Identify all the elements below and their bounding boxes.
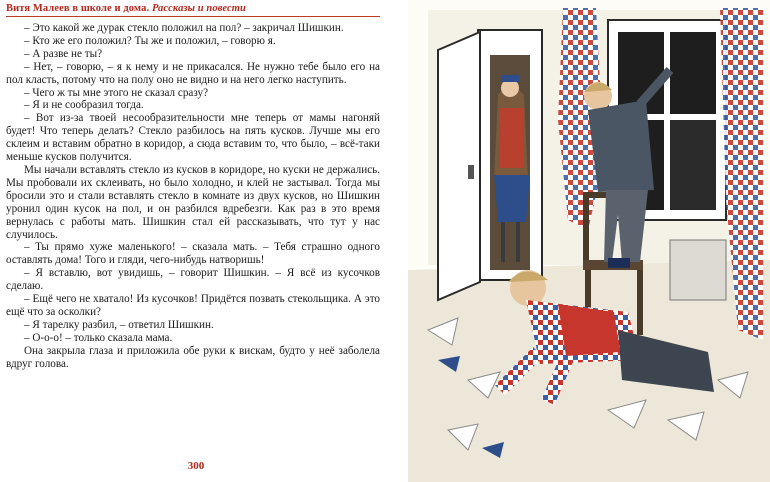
paragraph: Она закрыла глаза и приложила обе руки к вискам, будто у неё заболела вдруг голова. xyxy=(6,344,380,370)
paragraph: – Я вставлю, вот увидишь, – говорит Шишкин. – Я всё из кусочков сделаю. xyxy=(6,267,380,293)
body-text xyxy=(6,22,380,370)
paragraph: – О-о-о! – только сказала мама. xyxy=(24,331,173,344)
paragraph: – Ещё чего не хватало! Из кусочков! Придётся позвать стекольщика. А это ещё что за осколки? xyxy=(6,293,380,318)
paragraph: Мы начали вставлять стекло из кусков в коридоре, но куски не держались. Мы пробовали их склеивать, но было холодно, и клей не застывал. Тогда мы бросили это и стали вставлять стекло в комнате из двух кусков, но Шишкин уронил один кусок на пол, и он разбился вдребезги. Как раз в это время вернулась с работы мать. Шишкин стал ей рассказывать, что тут у нас случилось. xyxy=(6,163,380,241)
paragraph: – Это какой же дурак стекло положил на пол? – закричал Шишкин. xyxy=(24,22,344,34)
paragraph: – Нет, – говорю, – я к нему и не прикасался. Не нужно тебе было его на пол класть, потому что на полу оно не видно и на него легко наступить. xyxy=(6,60,380,86)
illustration xyxy=(408,0,770,482)
window-pane xyxy=(670,32,716,114)
paragraph: – Вот из-за твоей несообразительности мне теперь от мамы нагоняй будет! Что теперь делать? Стекло разбилось на пять кусков. Лучше мы его склеим и вставим обратно в коридор, а сюда вставим то, что было, – всё-таки меньше кусков получится. xyxy=(6,112,380,164)
book-title: Витя Малеев в школе и дома. xyxy=(6,3,150,14)
paragraph: – Кто же его положил? Ты же и положил, – говорю я. xyxy=(24,34,276,47)
paragraph: – Я и не сообразил тогда. xyxy=(24,99,144,112)
paragraph: – Чего ж ты мне этого не сказал сразу? xyxy=(24,86,209,99)
paragraph: – Я тарелку разбил, – ответил Шишкин. xyxy=(24,318,214,331)
series-title: Рассказы и повести xyxy=(151,3,246,14)
paragraph: – Ты прямо хуже маленького! – сказала мать. – Тебя страшно одного оставлять дома! Того и гляди, чего-нибудь натворишь! xyxy=(6,241,380,267)
header-rule xyxy=(6,16,380,17)
door-handle xyxy=(468,165,474,179)
paragraph: – А разве не ты? xyxy=(24,47,103,60)
page-number: 300 xyxy=(187,460,205,472)
window-pane xyxy=(670,120,716,210)
radiator xyxy=(670,240,726,300)
running-header xyxy=(6,3,378,14)
